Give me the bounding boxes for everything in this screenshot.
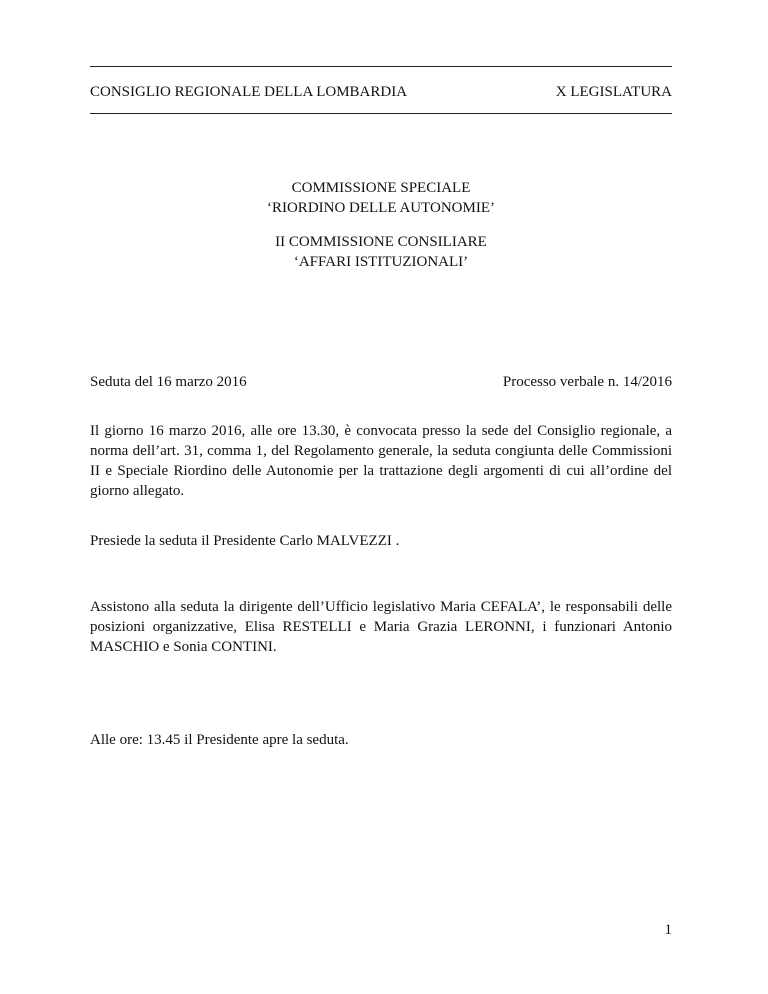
- second-commission-heading: [90, 232, 672, 272]
- council-name: CONSIGLIO REGIONALE DELLA LOMBARDIA: [90, 84, 408, 100]
- second-commission-subtitle: ‘AFFARI ISTITUZIONALI’: [293, 254, 469, 270]
- presiding-paragraph: Presiede la seduta il Presidente Carlo MALVEZZI .: [90, 533, 400, 549]
- header-top-rule: [90, 66, 672, 67]
- special-commission-heading: [90, 178, 672, 218]
- legislature-label: X LEGISLATURA: [555, 84, 672, 100]
- session-date: Seduta del 16 marzo 2016: [90, 374, 247, 390]
- special-commission-title: COMMISSIONE SPECIALE: [291, 180, 471, 196]
- attendees-paragraph: Assistono alla seduta la dirigente dell’Ufficio legislativo Maria CEFALA’, le responsabili delle posizioni organizzative, Elisa RESTELLI e Maria Grazia LERONNI, i funzionari Antonio MASCHIO e Sonia CONTINI.: [90, 599, 672, 655]
- page-number: 1: [664, 922, 672, 938]
- minutes-number: Processo verbale n. 14/2016: [502, 374, 672, 390]
- header-bottom-rule: [90, 113, 672, 114]
- convocation-paragraph: Il giorno 16 marzo 2016, alle ore 13.30, è convocata presso la sede del Consiglio regionale, a norma dell’art. 31, comma 1, del Regolamento generale, la seduta congiunta delle Commissioni II e Speciale Riordino delle Autonomie per la trattazione degli argomenti di cui all’ordine del giorno allegato.: [90, 423, 672, 499]
- special-commission-subtitle: ‘RIORDINO DELLE AUTONOMIE’: [266, 200, 496, 216]
- opening-paragraph: Alle ore: 13.45 il Presidente apre la seduta.: [90, 732, 349, 748]
- second-commission-title: II COMMISSIONE CONSILIARE: [275, 234, 487, 250]
